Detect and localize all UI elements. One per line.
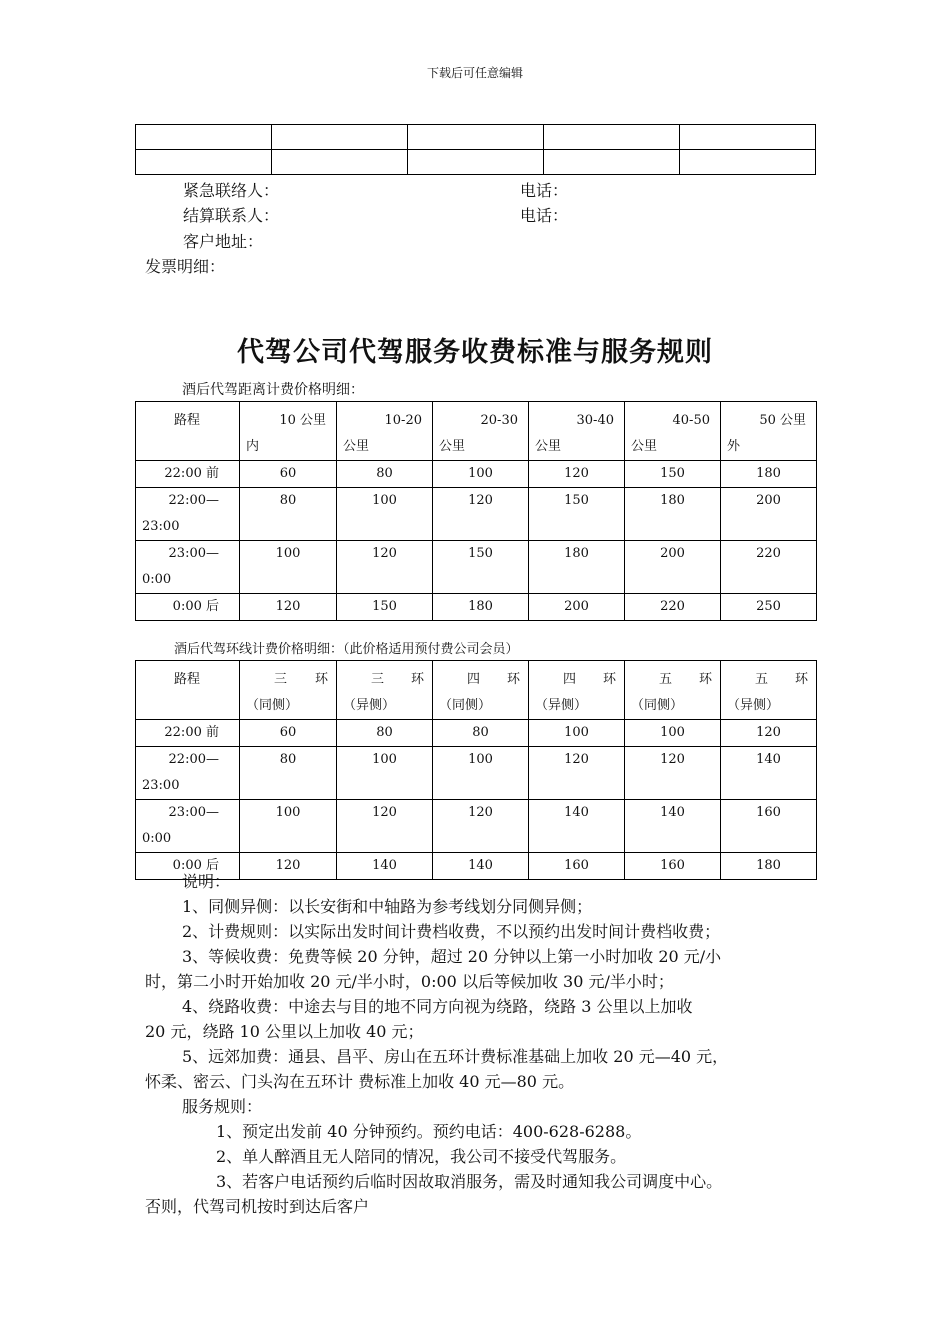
column-header-top: 40-50 [672,413,710,428]
column-header [721,661,817,720]
price-cell: 120 [275,599,301,614]
blank-form-table [135,124,816,175]
column-header-bottom: （异侧） [535,698,588,713]
price-cell: 100 [660,725,685,740]
price-cell: 150 [660,466,685,481]
price-cell: 160 [660,858,685,873]
column-header-bottom: （同侧） [439,698,492,713]
price-cell: 140 [372,858,397,873]
table-row [136,541,817,594]
table-row [136,747,817,800]
price-cell: 120 [468,493,493,508]
column-header [433,402,529,461]
column-header [240,661,337,720]
table-row [136,720,817,747]
column-header-top: 30-40 [576,413,614,428]
price-cell: 120 [660,752,685,767]
price-cell: 120 [372,546,397,561]
price-cell: 200 [660,546,685,561]
column-header-top: 10 公里 [279,413,326,428]
table-row [136,150,816,175]
table-row [136,594,817,621]
note-line: 1、同侧异侧：以长安街和中轴路为参考线划分同侧异侧； [182,897,593,916]
column-header-ring: 四 [563,672,577,687]
price-cell: 250 [756,599,781,614]
price-cell: 220 [756,546,781,561]
table-row [136,125,816,150]
note-line: 5、远郊加费：通县、昌平、房山在五环计费标准基础上加收 20 元—40 元， [182,1047,729,1066]
price-cell: 80 [376,466,393,481]
price-cell: 200 [756,493,781,508]
note-line: 2、计费规则：以实际出发时间计费档收费，不以预约出发时间计费档收费； [182,922,721,941]
column-header [337,402,433,461]
price-cell: 180 [660,493,685,508]
price-cell: 150 [372,599,397,614]
column-header-bottom: 外 [727,439,741,454]
price-cell: 150 [468,546,493,561]
price-cell: 60 [279,725,297,740]
price-cell: 100 [372,493,397,508]
price-cell: 60 [279,466,297,481]
table-header-row [136,661,817,720]
corner-label: 路程 [174,413,201,428]
corner-cell [136,402,240,461]
price-cell: 80 [279,752,297,767]
column-header-suffix: 环 [602,672,616,687]
price-cell: 120 [468,805,493,820]
emergency-phone-label: 电话： [520,181,569,200]
column-header-bottom: 公里 [631,439,658,454]
notes-heading: 说明： [182,872,231,891]
table-row [136,800,817,853]
column-header-bottom: 公里 [343,439,370,454]
blank-cell [272,150,408,175]
blank-cell [136,125,272,150]
emergency-contact-label: 紧急联络人： [183,181,280,200]
row-label-continued: 23:00 [142,778,180,793]
note-line: 4、绕路收费：中途去与目的地不同方向视为绕路，绕路 3 公里以上加收 [182,997,693,1016]
price-cell: 140 [756,752,781,767]
column-header-ring: 五 [659,672,673,687]
price-cell: 180 [564,546,589,561]
price-cell: 100 [372,752,397,767]
column-header-bottom: （同侧） [631,698,684,713]
price-cell: 160 [756,805,781,820]
invoice-details-label: 发票明细： [145,257,226,276]
row-label: 0:00 后 [172,858,219,873]
distance-table-caption: 酒后代驾距离计费价格明细： [182,382,364,398]
row-label-continued: 23:00 [142,519,180,534]
rule-line: 3、若客户电话预约后临时因故取消服务，需及时通知我公司调度中心。 [216,1172,723,1191]
column-header [625,402,721,461]
price-cell: 140 [468,858,493,873]
row-label: 0:00 后 [172,599,219,614]
ring-price-table [135,660,817,880]
price-cell: 80 [376,725,393,740]
row-label: 22:00 前 [164,466,219,481]
row-label: 22:00 前 [164,725,219,740]
blank-cell [136,150,272,175]
settlement-phone-label: 电话： [520,206,569,225]
note-line: 怀柔、密云、门头沟在五环计 费标准上加收 40 元—80 元。 [145,1072,575,1091]
rule-line: 否则，代驾司机按时到达后客户 [145,1197,370,1216]
price-cell: 100 [275,546,301,561]
row-label: 22:00— [168,752,219,767]
column-header-bottom: （异侧） [727,698,780,713]
blank-cell [544,150,680,175]
column-header [529,402,625,461]
blank-cell [680,150,816,175]
column-header [240,402,337,461]
table-row [136,853,817,880]
price-cell: 120 [564,466,589,481]
row-label-continued: 0:00 [142,572,172,587]
price-cell: 220 [660,599,685,614]
price-cell: 100 [468,752,493,767]
blank-cell [544,125,680,150]
rules-heading: 服务规则： [182,1097,263,1116]
column-header-ring: 四 [467,672,481,687]
column-header-top: 20-30 [480,413,518,428]
price-cell: 80 [472,725,489,740]
price-cell: 150 [564,493,589,508]
blank-cell [408,150,544,175]
blank-cell [272,125,408,150]
price-cell: 120 [564,752,589,767]
column-header-bottom: 公里 [535,439,562,454]
column-header-bottom: 内 [246,439,260,454]
price-cell: 180 [756,858,781,873]
note-line: 20 元，绕路 10 公里以上加收 40 元； [145,1022,424,1041]
table-row [136,461,817,488]
row-label: 23:00— [168,546,219,561]
page-title: 代驾公司代驾服务收费标准与服务规则 [237,337,713,368]
customer-address-label: 客户地址： [183,232,264,251]
column-header [721,402,817,461]
price-cell: 100 [468,466,493,481]
column-header-bottom: 公里 [439,439,466,454]
row-label: 23:00— [168,805,219,820]
column-header-suffix: 环 [410,672,424,687]
column-header-suffix: 环 [314,672,328,687]
column-header-ring: 三 [371,672,385,687]
row-label-continued: 0:00 [142,831,172,846]
header-note: 下载后可任意编辑 [426,66,523,80]
price-cell: 140 [660,805,685,820]
price-cell: 100 [275,805,301,820]
column-header-bottom: （同侧） [246,698,299,713]
column-header [433,661,529,720]
price-cell: 80 [279,493,297,508]
price-cell: 200 [564,599,589,614]
blank-cell [408,125,544,150]
column-header-suffix: 环 [506,672,520,687]
row-label: 22:00— [168,493,219,508]
note-line: 时，第二小时开始加收 20 元/半小时，0:00 以后等候加收 30 元/半小时； [145,972,674,991]
settlement-contact-label: 结算联系人： [183,206,280,225]
column-header-top: 10-20 [384,413,422,428]
price-cell: 140 [564,805,589,820]
corner-cell [136,661,240,720]
column-header-bottom: （异侧） [343,698,396,713]
column-header [337,661,433,720]
distance-price-table [135,401,817,621]
price-cell: 100 [564,725,589,740]
table-row [136,488,817,541]
blank-cell [680,125,816,150]
ring-table-caption: 酒后代驾环线计费价格明细：（此价格适用预付费公司会员） [174,642,519,657]
table-header-row [136,402,817,461]
column-header [529,661,625,720]
price-cell: 180 [468,599,493,614]
price-cell: 120 [756,725,781,740]
column-header-top: 50 公里 [759,413,806,428]
price-cell: 160 [564,858,589,873]
price-cell: 120 [275,858,301,873]
rule-line: 2、单人醉酒且无人陪同的情况，我公司不接受代驾服务。 [216,1147,627,1166]
column-header [625,661,721,720]
column-header-ring: 三 [274,672,288,687]
corner-label: 路程 [174,672,201,687]
price-cell: 180 [756,466,781,481]
price-cell: 120 [372,805,397,820]
column-header-suffix: 环 [794,672,808,687]
column-header-suffix: 环 [698,672,712,687]
column-header-ring: 五 [755,672,769,687]
rule-line: 1、预定出发前 40 分钟预约。预约电话：400-628-6288。 [216,1122,642,1141]
note-line: 3、等候收费：免费等候 20 分钟，超过 20 分钟以上第一小时加收 20 元/小 [182,947,722,966]
